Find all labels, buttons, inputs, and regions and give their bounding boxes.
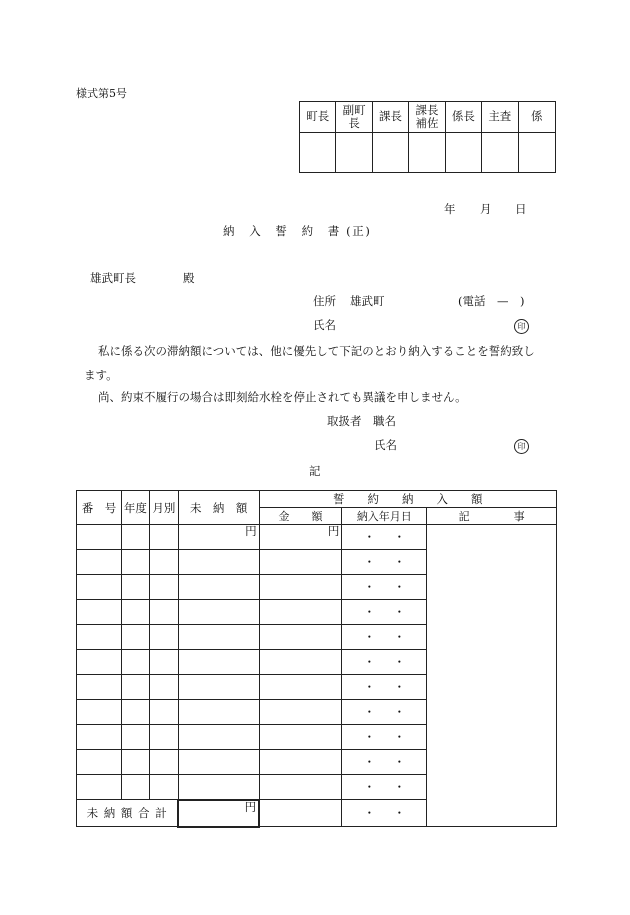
cell-year[interactable] xyxy=(121,750,149,775)
date-dot: ・ xyxy=(363,630,376,644)
date-dot: ・ xyxy=(393,530,406,544)
cell-unpaid[interactable] xyxy=(178,675,259,700)
cell-year[interactable] xyxy=(121,525,149,550)
body-line-2: ます。 xyxy=(84,368,118,382)
cell-year[interactable] xyxy=(121,600,149,625)
date-dot: ・ xyxy=(363,755,376,769)
cell-date[interactable] xyxy=(342,550,427,575)
approval-header-4: 係長 xyxy=(445,102,481,133)
date-dot: ・ xyxy=(363,605,376,619)
date-dot: ・ xyxy=(393,755,406,769)
date-dot: ・ xyxy=(363,730,376,744)
header-month: 月別 xyxy=(149,491,178,525)
cell-unpaid[interactable] xyxy=(178,600,259,625)
date-dot: ・ xyxy=(363,530,376,544)
header-year: 年度 xyxy=(121,491,149,525)
cell-unpaid[interactable] xyxy=(178,700,259,725)
date-dot: ・ xyxy=(393,730,406,744)
cell-date[interactable] xyxy=(342,625,427,650)
date-dot: ・ xyxy=(393,705,406,719)
total-amount-cell[interactable] xyxy=(259,800,342,827)
cell-number[interactable] xyxy=(77,700,122,725)
cell-amount[interactable] xyxy=(259,700,342,725)
date-dot: ・ xyxy=(363,555,376,569)
approval-header-0: 町長 xyxy=(300,102,336,133)
cell-unpaid[interactable] xyxy=(178,725,259,750)
cell-month[interactable] xyxy=(149,775,178,800)
cell-unpaid[interactable] xyxy=(178,550,259,575)
cell-year[interactable] xyxy=(121,650,149,675)
cell-date[interactable] xyxy=(342,725,427,750)
cell-date[interactable] xyxy=(342,575,427,600)
cell-unpaid[interactable] xyxy=(178,625,259,650)
header-date: 納入年月日 xyxy=(342,508,427,525)
date-dot: ・ xyxy=(393,780,406,794)
cell-year[interactable] xyxy=(121,725,149,750)
header-unpaid: 未 納 額 xyxy=(178,491,259,525)
approval-seal-box[interactable] xyxy=(409,133,445,173)
header-remarks: 記 事 xyxy=(427,508,557,525)
total-label: 未 納 額 合 計 xyxy=(77,800,179,827)
phone-field: (電話 — ) xyxy=(458,294,525,308)
approval-header-5: 主査 xyxy=(482,102,518,133)
date-dot: ・ xyxy=(363,806,376,820)
seal-mark-icon: 印 xyxy=(514,319,529,334)
cell-year[interactable] xyxy=(121,675,149,700)
date-year-label: 年 xyxy=(444,202,456,216)
date-dot: ・ xyxy=(363,780,376,794)
cell-date[interactable] xyxy=(342,675,427,700)
date-day-label: 日 xyxy=(515,202,527,216)
cell-number[interactable] xyxy=(77,575,122,600)
cell-amount[interactable] xyxy=(259,600,342,625)
cell-unpaid[interactable] xyxy=(178,750,259,775)
date-dot: ・ xyxy=(363,705,376,719)
cell-month[interactable] xyxy=(149,725,178,750)
date-dot: ・ xyxy=(393,806,406,820)
approval-seal-box[interactable] xyxy=(445,133,481,173)
amount-yen-unit[interactable]: 円 xyxy=(259,525,342,550)
cell-month[interactable] xyxy=(149,625,178,650)
approval-seal-box[interactable] xyxy=(518,133,555,173)
date-dot: ・ xyxy=(363,655,376,669)
approval-header-6: 係 xyxy=(518,102,555,133)
cell-unpaid[interactable] xyxy=(178,650,259,675)
cell-number[interactable] xyxy=(77,675,122,700)
cell-month[interactable] xyxy=(149,525,178,550)
cell-month[interactable] xyxy=(149,700,178,725)
approval-header-1: 副町 長 xyxy=(336,102,372,133)
cell-month[interactable] xyxy=(149,675,178,700)
cell-year[interactable] xyxy=(121,700,149,725)
addressee-honorific: 殿 xyxy=(183,271,195,285)
remarks-cell[interactable] xyxy=(427,525,557,827)
header-pledge: 誓 約 納 入 額 xyxy=(259,491,556,508)
cell-date[interactable] xyxy=(342,775,427,800)
cell-amount[interactable] xyxy=(259,775,342,800)
cell-unpaid[interactable] xyxy=(178,775,259,800)
date-dot: ・ xyxy=(363,580,376,594)
cell-number[interactable] xyxy=(77,650,122,675)
date-month-label: 月 xyxy=(480,202,492,216)
cell-number[interactable] xyxy=(77,725,122,750)
approval-seal-box[interactable] xyxy=(482,133,518,173)
approval-seal-box[interactable] xyxy=(300,133,336,173)
cell-date[interactable] xyxy=(342,700,427,725)
header-number: 番 号 xyxy=(77,491,122,525)
cell-amount[interactable] xyxy=(259,725,342,750)
body-line-3: 尚、約束不履行の場合は即刻給水栓を停止されても異議を申しません。 xyxy=(98,390,467,404)
address-label: 住所 xyxy=(313,294,336,308)
cell-year[interactable] xyxy=(121,550,149,575)
addressee-name: 雄武町長 xyxy=(90,271,136,285)
cell-amount[interactable] xyxy=(259,550,342,575)
cell-date[interactable] xyxy=(342,750,427,775)
cell-year[interactable] xyxy=(121,625,149,650)
cell-number[interactable] xyxy=(77,600,122,625)
total-date-cell[interactable] xyxy=(342,800,427,827)
cell-amount[interactable] xyxy=(259,675,342,700)
date-dot: ・ xyxy=(363,680,376,694)
date-dot: ・ xyxy=(393,655,406,669)
cell-month[interactable] xyxy=(149,600,178,625)
date-dot: ・ xyxy=(393,555,406,569)
handler-name-label: 氏名 xyxy=(374,438,397,452)
form-number: 様式第5号 xyxy=(76,87,127,100)
document-title: 納 入 誓 約 書 (正) xyxy=(223,224,372,238)
cell-month[interactable] xyxy=(149,550,178,575)
approval-seal-box[interactable] xyxy=(336,133,372,173)
handler-title-label: 取扱者 職名 xyxy=(327,414,396,428)
cell-month[interactable] xyxy=(149,650,178,675)
cell-unpaid[interactable] xyxy=(178,575,259,600)
date-dot: ・ xyxy=(393,680,406,694)
cell-number[interactable] xyxy=(77,750,122,775)
cell-amount[interactable] xyxy=(259,575,342,600)
ki-label: 記 xyxy=(309,464,321,478)
table-row xyxy=(77,525,557,550)
cell-month[interactable] xyxy=(149,750,178,775)
date-dot: ・ xyxy=(393,580,406,594)
cell-date[interactable] xyxy=(342,650,427,675)
cell-number[interactable] xyxy=(77,550,122,575)
approval-stamp-table xyxy=(299,101,556,173)
cell-month[interactable] xyxy=(149,575,178,600)
applicant-name-label: 氏名 xyxy=(313,318,336,332)
body-line-1: 私に係る次の滞納額については、他に優先して下記のとおり納入することを誓約致し xyxy=(98,344,535,358)
cell-number[interactable] xyxy=(77,775,122,800)
payment-schedule-table xyxy=(76,490,557,828)
cell-amount[interactable] xyxy=(259,750,342,775)
total-unpaid-cell[interactable]: 円 xyxy=(178,800,259,827)
date-dot: ・ xyxy=(393,605,406,619)
cell-number[interactable] xyxy=(77,525,122,550)
cell-year[interactable] xyxy=(121,775,149,800)
approval-header-2: 課長 xyxy=(372,102,408,133)
approval-seal-box[interactable] xyxy=(372,133,408,173)
cell-amount[interactable] xyxy=(259,650,342,675)
header-amount: 金 額 xyxy=(259,508,342,525)
date-dot: ・ xyxy=(393,630,406,644)
address-value: 雄武町 xyxy=(350,294,385,308)
unpaid-yen-unit[interactable]: 円 xyxy=(178,525,259,550)
handler-seal-icon: 印 xyxy=(514,439,529,454)
cell-date[interactable] xyxy=(342,525,427,550)
cell-year[interactable] xyxy=(121,575,149,600)
approval-header-3: 課長 補佐 xyxy=(409,102,445,133)
cell-amount[interactable] xyxy=(259,625,342,650)
cell-date[interactable] xyxy=(342,600,427,625)
cell-number[interactable] xyxy=(77,625,122,650)
